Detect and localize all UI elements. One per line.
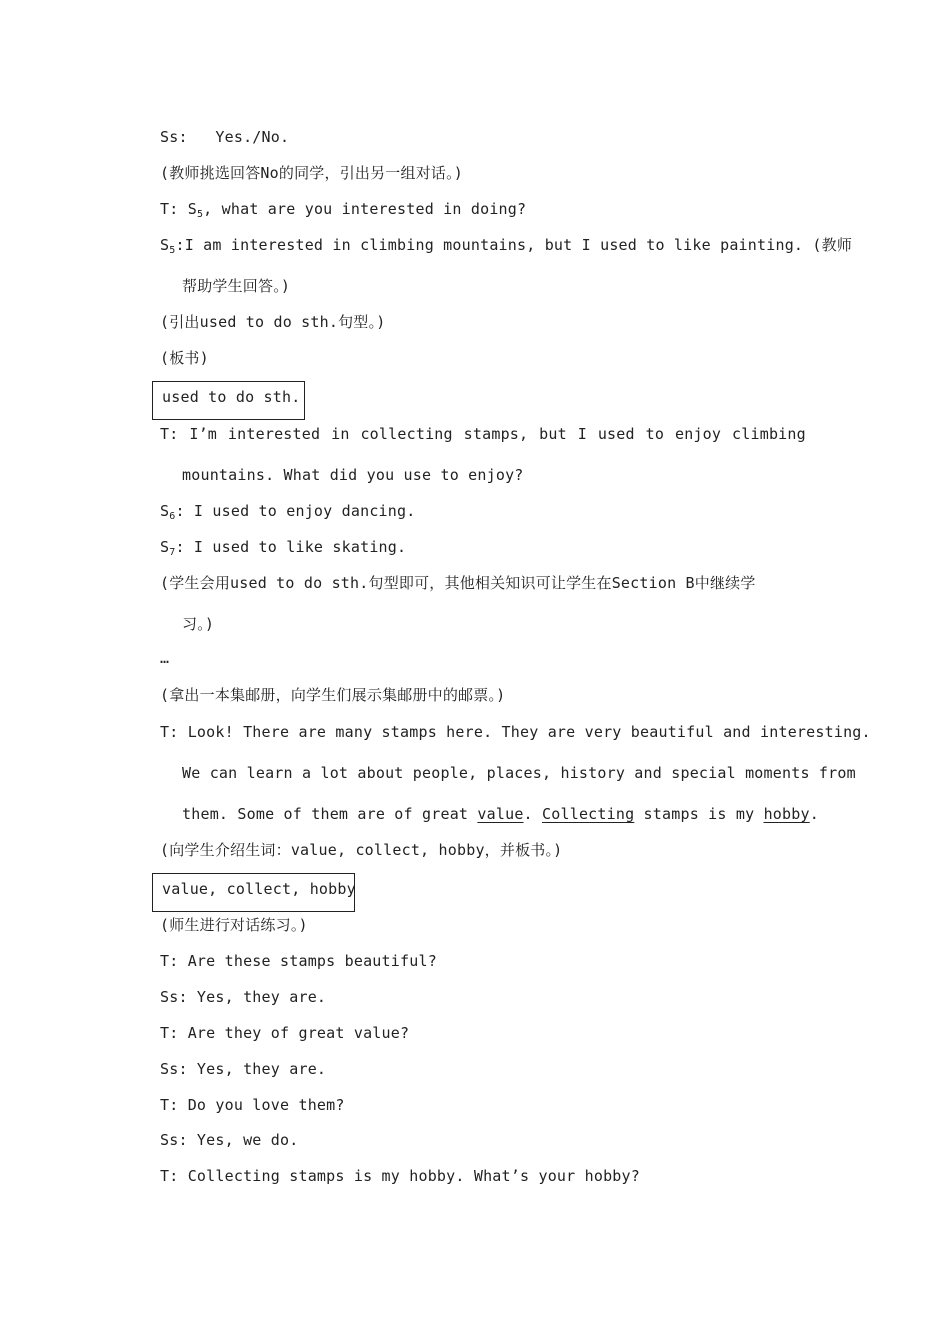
stage-note: (引出used to do sth.句型。) (160, 313, 386, 331)
stage-note: (向学生介绍生词：value, collect, hobby，并板书。) (160, 841, 563, 859)
word: climbing (732, 425, 806, 443)
stage-note: (板书) (160, 349, 209, 367)
stage-note: (教师挑选回答No的同学，引出另一组对话。) (160, 164, 464, 182)
dialogue-line: $S_5:I$ am interested in climbing mountains, but I used to like painting. (教师 (160, 236, 853, 256)
underlined-word: Collecting (542, 805, 635, 823)
blackboard-text: value, collect, hobby (162, 880, 356, 898)
dialogue-line: T: Are these stamps beautiful? (160, 952, 437, 970)
ellipsis: … (160, 649, 170, 667)
dialogue-line-continued: We can learn a lot about people, places, history and special moments from (182, 764, 856, 782)
stage-note: (学生会用used to do sth.句型即可，其他相关知识可让学生在Section B中继续学 (160, 574, 756, 592)
underlined-word: value (477, 805, 524, 823)
word: collecting (360, 425, 453, 443)
dialogue-line-continued: 帮助学生回答。) (182, 277, 291, 295)
dialogue-line-continued: mountains. What did you use to enjoy? (182, 466, 524, 484)
word: to (645, 425, 665, 443)
blackboard-box (152, 873, 355, 912)
dialogue-line: T: Do you love them? (160, 1096, 345, 1114)
word: I (577, 425, 587, 443)
stage-note: (师生进行对话练习。) (160, 916, 308, 934)
dialogue-line: T: Collecting stamps is my hobby. What’s your hobby? (160, 1167, 640, 1185)
dialogue-line-continued: them. Some of them are of great value. Collecting stamps is my hobby. (182, 805, 819, 823)
blackboard-text: used to do sth. (162, 388, 301, 406)
word: used (597, 425, 635, 443)
dialogue-line: T: Are they of great value? (160, 1024, 410, 1042)
dialogue-line: Ss: Yes, they are. (160, 988, 327, 1006)
word: stamps, (463, 425, 529, 443)
word: I’m (189, 425, 218, 443)
word: in (331, 425, 350, 443)
word: enjoy (674, 425, 722, 443)
dialogue-line: T: Look! There are many stamps here. They are very beautiful and interesting. (160, 723, 871, 741)
dialogue-line: Ss: Yes, they are. (160, 1060, 327, 1078)
dialogue-line: Ss: Yes./No. (160, 128, 290, 146)
word: interested (227, 425, 321, 443)
dialogue-line: T: $S_5$, what are you interested in doing? (160, 200, 527, 220)
dialogue-line: $S_6$: I used to enjoy dancing. (160, 502, 416, 522)
word: T: (160, 425, 179, 443)
stage-note-continued: 习。) (182, 615, 215, 633)
dialogue-line-justified (160, 424, 806, 444)
blackboard-box (152, 381, 305, 420)
stage-note: (拿出一本集邮册，向学生们展示集邮册中的邮票。) (160, 686, 506, 704)
dialogue-line: Ss: Yes, we do. (160, 1131, 299, 1149)
underlined-word: hobby (763, 805, 810, 823)
word: but (539, 425, 567, 443)
dialogue-line: $S_7$: I used to like skating. (160, 538, 407, 558)
